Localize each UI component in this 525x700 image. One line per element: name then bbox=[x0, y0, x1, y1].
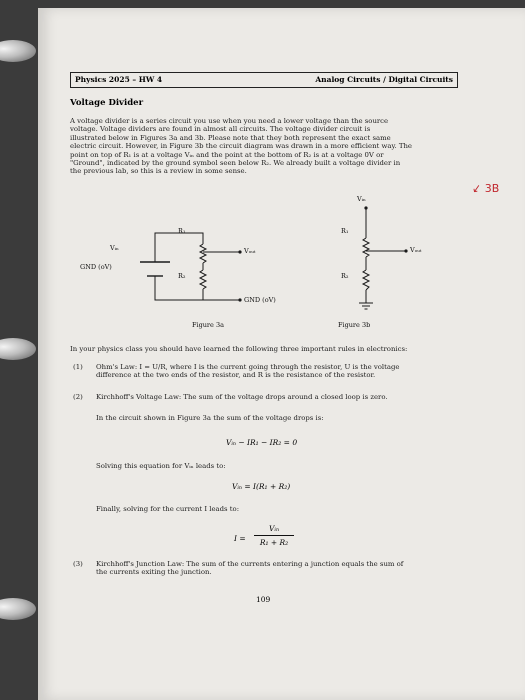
equation-vin: Vᵢₙ = I(R₁ + R₂) bbox=[232, 482, 291, 491]
header-course: Physics 2025 – HW 4 bbox=[75, 75, 163, 84]
intro-line: point on top of R₁ is at a voltage Vᵢₙ and the point at the bottom of R₂ is at a voltage 0V or bbox=[70, 150, 384, 159]
intro-line: "Ground", indicated by the ground symbol seen below R₂. We already built a voltage divider in bbox=[70, 159, 401, 168]
equation-current-lhs: I = bbox=[234, 534, 246, 543]
fig3a-r2-label: R₂ bbox=[178, 272, 186, 280]
header-topic: Analog Circuits / Digital Circuits bbox=[315, 75, 453, 84]
fig3a-caption: Figure 3a bbox=[192, 321, 224, 329]
rule-1-number: (1) bbox=[73, 363, 83, 371]
fig3a-gnd-node bbox=[238, 298, 241, 301]
solve-text: Solving this equation for Vᵢₙ leads to: bbox=[96, 462, 226, 470]
fig3a-vout-label: Vₒᵤₜ bbox=[244, 247, 256, 255]
equation-current-numerator: Vᵢₙ bbox=[269, 524, 279, 533]
handwritten-annotation: ↙ 3B bbox=[470, 181, 500, 196]
fig3b-vout-label: Vₒᵤₜ bbox=[410, 246, 422, 254]
finally-text: Finally, solving for the current I leads to: bbox=[96, 505, 240, 513]
rule-2-number: (2) bbox=[73, 393, 83, 401]
intro-line: the previous lab, so this is a review in some sense. bbox=[70, 167, 247, 176]
fig3b-r2-label: R₂ bbox=[341, 272, 349, 280]
intro-line: electric circuit. However, in Figure 3b the circuit diagram was drawn in a more efficient way. The bbox=[70, 142, 412, 151]
fig3a-top-wire bbox=[155, 233, 203, 262]
fig3b-caption: Figure 3b bbox=[338, 321, 371, 329]
equation-voltage-loop: Vᵢₙ − IR₁ − IR₂ = 0 bbox=[226, 438, 298, 447]
fig3a-gnd-label: GND (oV) bbox=[80, 263, 112, 271]
rule-3-text: Kirchhoff's Junction Law: The sum of the currents entering a junction equals the sum of the currents exiting the junction. bbox=[96, 560, 404, 577]
fig3b-r2-resistor bbox=[363, 270, 369, 290]
fig3a-gnd-out-label: GND (oV) bbox=[244, 296, 276, 304]
intro-line: A voltage divider is a series circuit you use when you need a lower voltage than the source bbox=[70, 117, 389, 125]
fig3a-r1-label: R₁ bbox=[178, 227, 186, 235]
intro-line: voltage. Voltage dividers are found in almost all circuits. The voltage divider circuit is bbox=[70, 125, 371, 134]
fraction-bar bbox=[254, 535, 294, 536]
fig3b-vin-node bbox=[364, 206, 367, 209]
intro-line: illustrated below in Figures 3a and 3b. Please note that they both represent the exact same bbox=[70, 133, 391, 142]
page-number: 109 bbox=[256, 595, 271, 604]
section-title: Voltage Divider bbox=[70, 98, 144, 108]
fig3b-vout-node bbox=[404, 249, 407, 252]
equation-current-denominator: R₁ + R₂ bbox=[259, 538, 289, 547]
rule-3-number: (3) bbox=[73, 560, 83, 568]
fig3b-vin-label: Vᵢₙ bbox=[357, 195, 366, 203]
rule-2-text: Kirchhoff's Voltage Law: The sum of the voltage drops around a closed loop is zero. bbox=[96, 393, 388, 401]
rules-intro: In your physics class you should have learned the following three important rules in electronics: bbox=[70, 345, 408, 353]
fig3b-r1-resistor bbox=[363, 238, 369, 257]
fig3b-r1-label: R₁ bbox=[341, 227, 349, 235]
fig3a-r2-resistor bbox=[200, 270, 206, 289]
fig3a-r1-resistor bbox=[200, 244, 206, 263]
fig3a-vin-label: Vᵢₙ bbox=[110, 244, 119, 252]
rule-1-text: Ohm's Law: I = U/R, where I is the current going through the resistor, U is the voltage difference at the two ends of the resistor, and R is the resistance of the resistor. bbox=[96, 363, 400, 380]
fig3a-vout-node bbox=[238, 250, 241, 253]
rule-2-loop-text: In the circuit shown in Figure 3a the sum of the voltage drops is: bbox=[96, 414, 324, 422]
